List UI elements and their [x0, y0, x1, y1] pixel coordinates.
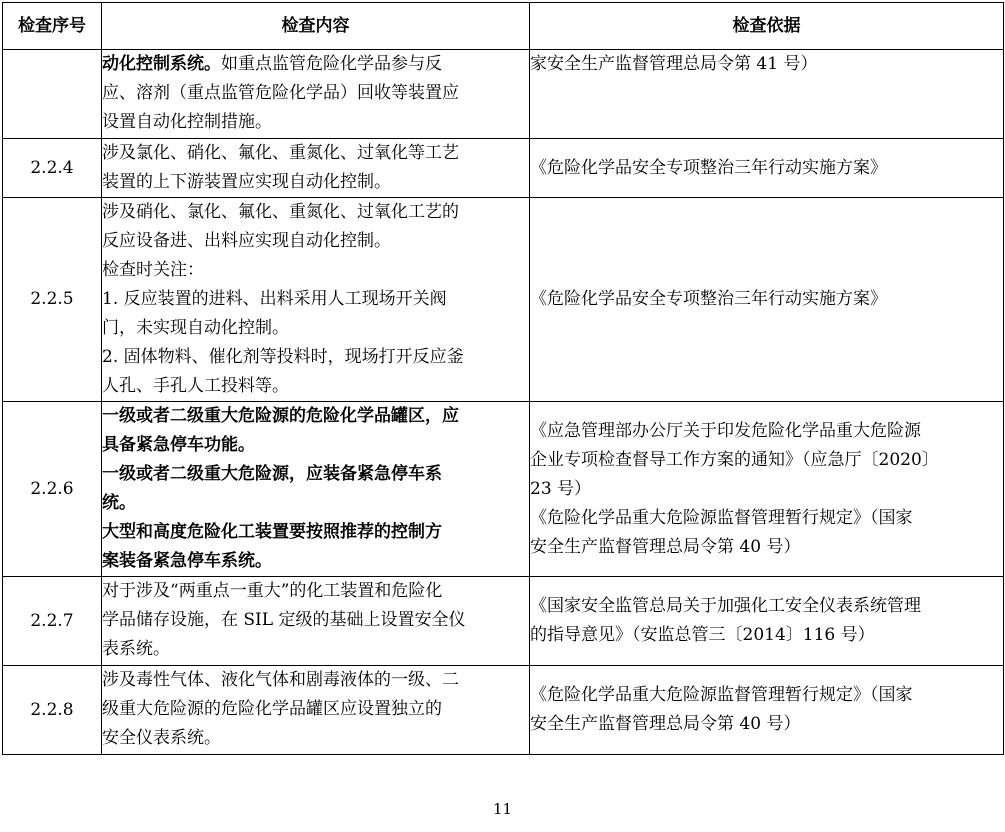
basis-line: 《危险化学品重大危险源监督管理暂行规定》（国家	[530, 685, 913, 705]
basis-line: 安全生产监督管理总局令第 40 号）	[530, 536, 801, 557]
content-text: 如重点监管危险化学品参与反	[221, 54, 442, 74]
row-basis	[530, 198, 1004, 402]
content-line: 设置自动化控制措施。	[102, 112, 272, 132]
content-line: 门，未实现自动化控制。	[102, 318, 289, 338]
content-line: 一级或者二级重大危险源的危险化学品罐区，应	[102, 406, 459, 426]
basis-line: 《危险化学品安全专项整治三年行动实施方案》	[530, 157, 887, 178]
row-seq: 2.2.7	[3, 577, 102, 666]
content-line: 涉及毒性气体、液化气体和剧毒液体的一级、二	[102, 670, 459, 690]
basis-line: 安全生产监督管理总局令第 40 号）	[530, 714, 801, 734]
row-seq	[3, 50, 102, 139]
table-row	[3, 666, 1004, 755]
content-line: 学品储存设施，在 SIL 定级的基础上设置安全仪	[102, 610, 466, 630]
table-row	[3, 50, 1004, 139]
content-line: 大型和高度危险化工装置要按照推荐的控制方	[102, 522, 442, 542]
basis-line: 《危险化学品安全专项整治三年行动实施方案》	[530, 289, 887, 309]
content-line: 人孔、手孔人工投料等。	[102, 376, 289, 396]
row-basis	[530, 402, 1004, 577]
row-basis	[530, 139, 1004, 198]
content-line: 装置的上下游装置应实现自动化控制。	[102, 172, 391, 192]
table-row	[3, 402, 1004, 577]
content-line: 涉及硝化、氯化、氟化、重氮化、过氧化工艺的	[102, 202, 459, 222]
basis-line: 23 号）	[530, 478, 592, 499]
basis-line: 《危险化学品重大危险源监督管理暂行规定》（国家	[530, 507, 913, 528]
inspection-table	[2, 2, 1004, 755]
row-basis	[530, 577, 1004, 666]
content-line: 2. 固体物料、催化剂等投料时，现场打开反应釜	[102, 347, 464, 367]
basis-line: 《国家安全监管总局关于加强化工安全仪表系统管理	[530, 596, 921, 616]
row-content	[102, 139, 530, 198]
content-line: 表系统。	[102, 639, 170, 659]
basis-line: 家安全生产监督管理总局令第 41 号）	[530, 54, 818, 74]
row-seq: 2.2.4	[3, 139, 102, 198]
row-content	[102, 198, 530, 402]
table-row	[3, 139, 1004, 198]
content-line: 对于涉及“两重点一重大”的化工装置和危险化	[102, 581, 443, 601]
content-bold-text: 动化控制系统。	[102, 54, 221, 74]
table-row	[3, 577, 1004, 666]
content-line: 一级或者二级重大危险源，应装备紧急停车系	[102, 464, 442, 484]
content-line: 案装备紧急停车系统。	[102, 551, 272, 571]
content-line: 应、溶剂（重点监管危险化学品）回收等装置应	[102, 83, 459, 103]
basis-line: 的指导意见》（安监总管三〔2014〕116 号）	[530, 625, 875, 645]
table-header-row	[3, 3, 1004, 50]
header-seq: 检查序号	[3, 3, 102, 50]
content-line	[102, 50, 529, 79]
content-line: 安全仪表系统。	[102, 728, 221, 748]
row-seq: 2.2.5	[3, 198, 102, 402]
content-line: 涉及氯化、硝化、氟化、重氮化、过氧化等工艺	[102, 143, 459, 163]
basis-line: 《应急管理部办公厅关于印发危险化学品重大危险源	[530, 420, 921, 441]
content-line: 检查时关注：	[102, 260, 204, 280]
basis-line: 企业专项检查督导工作方案的通知》（应急厅〔2020〕	[530, 449, 939, 470]
row-basis	[530, 666, 1004, 755]
page-number: 11	[492, 800, 513, 818]
row-content	[102, 402, 530, 577]
content-line: 统。	[102, 493, 136, 513]
row-basis	[530, 50, 1004, 139]
row-seq: 2.2.6	[3, 402, 102, 577]
row-content	[102, 577, 530, 666]
content-line: 具备紧急停车功能。	[102, 435, 255, 455]
header-content: 检查内容	[102, 3, 530, 50]
row-content	[102, 666, 530, 755]
row-seq: 2.2.8	[3, 666, 102, 755]
content-line: 1. 反应装置的进料、出料采用人工现场开关阀	[102, 289, 447, 309]
content-line: 级重大危险源的危险化学品罐区应设置独立的	[102, 699, 442, 719]
row-content	[102, 50, 530, 139]
table-row	[3, 198, 1004, 402]
content-line: 反应设备进、出料应实现自动化控制。	[102, 231, 391, 251]
header-basis: 检查依据	[530, 3, 1004, 50]
